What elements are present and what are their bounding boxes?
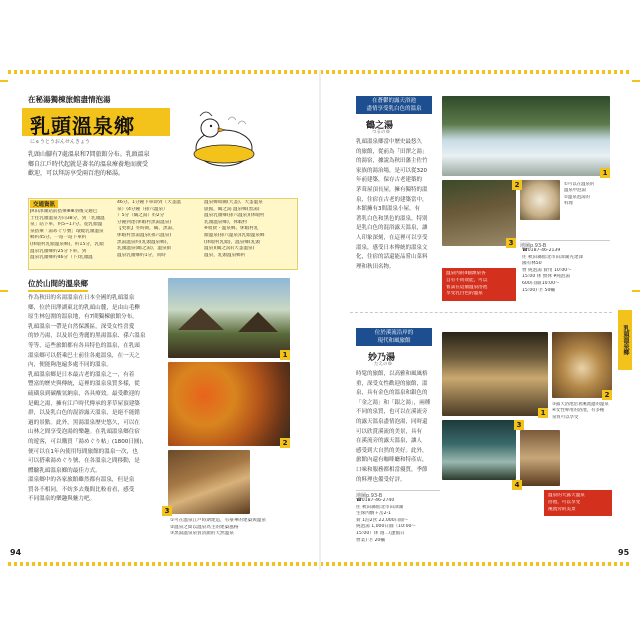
access-title: 交通資訊 [30, 200, 58, 208]
caption-line: ②溫泉泡湯的 [564, 194, 590, 200]
access-line: 溫泉乳頭鄉約25分下車，到 [30, 248, 87, 254]
section-divider [350, 312, 612, 313]
access-line: 頭溫泉(孫六溫泉)(乳頭溫泉鄉 [204, 232, 265, 238]
body-line: 茅葺屋頂長屋，擁有獨特的溫 [356, 186, 428, 193]
section-title: 位於山間的溫泉鄉 [28, 278, 88, 292]
taenoyu-red-note [544, 490, 612, 516]
photo-number-2: 2 [280, 438, 290, 448]
info-line: 15:00 休 無休 ¥純泡湯 [522, 274, 571, 280]
info-line: ☎0187-46-2740 [356, 498, 395, 503]
access-col-3 [204, 200, 296, 259]
photo-taenoyu-meal [552, 332, 612, 398]
body-line: 重，深受女性歡迎的旅館，溫 [356, 380, 428, 387]
tsurunoyu-info [522, 248, 614, 294]
duck-illustration [188, 106, 260, 174]
body-line: 是鶴之湯，擁有江戶時代傳承的茅草屋頂建築 [28, 400, 140, 407]
access-line: 溫泉乳頭鄉約1分，同時 [117, 252, 166, 258]
photo-number-4: 4 [512, 480, 522, 490]
photo-thatched-houses [168, 278, 290, 358]
caption-line: ②溫泉之間以溫泉為主的建築風格 [170, 524, 239, 530]
intro-text [28, 150, 190, 179]
access-line: 鄉約45分。一站一站下車約 [30, 235, 87, 241]
body-line: 不同溫泉的樂趣與魅力吧。 [28, 496, 96, 503]
body-line: 原生林包圍的溫泉地，有7間獨棟旅館分布。 [28, 314, 138, 321]
access-line: 士往乳頭溫泉方向38分，到「乳頭溫 [30, 215, 105, 221]
note-line: 浴池，可以享受 [548, 499, 581, 505]
body-line: 的遊客，可以購買「湯めぐり帖」(1800日圓)， [28, 438, 148, 445]
tsurunoyu-reading: つるのゆ [372, 130, 390, 135]
info-line: ☎0187-46-2139 [522, 248, 561, 253]
body-line: 在溪流旁的露天溫泉，讓人 [356, 438, 423, 445]
magazine-spread [0, 70, 640, 570]
kicker: 在秘湯獨棟旅館盡情泡湯 [28, 95, 111, 104]
access-line: 乳頭溫泉鄉)，休暇村 [204, 219, 248, 225]
photo-number-3: 3 [506, 238, 516, 248]
body-line: 乳頭溫泉一帶是自然保護區，深受女性喜愛 [28, 323, 135, 330]
caption-line: 料理 [564, 201, 573, 207]
page-number-right: 95 [618, 548, 630, 557]
photo-number-2: 2 [512, 180, 522, 190]
caption-line: ④女性專用的浴池，有多種 [552, 408, 605, 414]
left-margin-mark [0, 80, 8, 82]
body-line: 溫泉，感受日本傳統的溫泉文 [356, 244, 428, 251]
page-title: 乳頭溫泉鄉 [30, 114, 135, 138]
photo-tsurunoyu-buildings [442, 180, 516, 246]
body-line: 旅館內還有咖啡廳和特產店， [356, 457, 428, 464]
right-margin-mark [632, 80, 640, 82]
body-line: 年前建築，保存古老建築的 [356, 177, 423, 184]
left-captions [170, 518, 310, 538]
page-number-left: 94 [10, 548, 22, 557]
body-line: 可以欣賞溪流的美景，具有 [356, 428, 423, 435]
note-line: 溪流旁的美景 [548, 506, 576, 512]
photo-number-1: 1 [600, 168, 610, 178]
body-line: 山林之間享受泡湯的樂趣。在乳頭溫泉鄉住宿 [28, 429, 140, 436]
info-line: 15:00) Ⓟ 50輛 [522, 287, 555, 293]
caption-line: ③黑湯溫泉泉質清澈的天然溫泉 [170, 531, 234, 537]
intro-line: 乳頭山腳有7處溫泉和7間旅館分布。乳頭溫泉 [28, 151, 150, 158]
body-line: 的湯宿，據說為秋田藩主佐竹 [356, 158, 428, 165]
body-line: 便可以在1年內使用每間旅館的溫泉一次，也 [28, 448, 138, 455]
info-line: 費 1泊2食 22,000日圓～ [356, 517, 409, 523]
info-line: 營業) Ⓟ 20輛 [356, 537, 385, 543]
info-line: 生保內駒ヶ岳2-1 [356, 511, 392, 517]
tsurunoyu-header-box [356, 96, 432, 114]
access-line: 溫泉乳頭鄉(孫六溫泉)(休暇村 [204, 213, 265, 219]
access-line: JR田澤湖站前搭乘⊕⊕羽後交通巴 [30, 209, 98, 214]
body-line: 內，便能夠泡遍多處不同的溫泉。 [28, 362, 112, 369]
access-line: 泉搭乘「湯めぐり號」環繞乳頭溫泉 [30, 228, 104, 234]
access-line: 46分。1分鐘下車即到（大釜溫 [117, 200, 181, 205]
body-line: 人印象深刻，在這裡可以享受 [356, 234, 428, 241]
access-line: ※收費・溫泉鄉、休暇村乳 [204, 226, 259, 232]
body-line: 著乳白色和黑色的溫泉，特別 [356, 215, 428, 222]
roof-shape [178, 308, 224, 330]
body-line: 硫磺泉到碳酸氫鈉泉，各具療效。最受歡迎的 [28, 390, 140, 397]
body-line: 溫泉鄉可以搭乘巴士前往各處溫泉，在一天之 [28, 352, 140, 359]
access-line: ）5分（鶴之湯）約2分 [117, 213, 165, 219]
body-line: 豐富的歷史與傳統，這裡的溫泉泉質多樣，從 [28, 381, 140, 388]
access-line: 黑湯溫泉約(乳頭溫泉鄉)， [117, 239, 172, 245]
caption-line: 溫泉中泡湯 [564, 188, 586, 194]
body-line: 的料理也備受好評。 [356, 476, 406, 483]
body-line: 乳頭溫泉鄉當中歷史最悠久 [356, 139, 423, 145]
photo-autumn-foliage [168, 362, 290, 446]
photo-number-3: 3 [162, 506, 172, 516]
tsurunoyu-red-note [442, 268, 516, 301]
taenoyu-reading: たえのゆ [374, 362, 392, 367]
section-body [28, 294, 162, 505]
access-line: 休暇村黑湯溫泉(孫六溫泉) [117, 232, 172, 238]
body-line: 乳頭溫泉鄉是日本最古老的溫泉之一，有着 [28, 371, 135, 378]
body-line: 的旅館，從前為「田澤之湯」 [356, 148, 428, 155]
body-line: 群，以及乳白色的混浴露天溫泉，是絕不能錯 [28, 410, 140, 417]
photo-number-1: 1 [538, 408, 548, 418]
body-line: 可以搭乘湯めぐり號，在各溫泉之間移動，是 [28, 458, 140, 465]
caption-line: ①可在溫泉江戶時期建造，有豪華的建築與溫泉 [170, 518, 266, 523]
photo-taenoyu-bath [442, 332, 548, 416]
body-line: 化，住宿的話還能品嘗山菜料 [356, 254, 428, 261]
access-line: 分鐘到達(休暇村黑湯溫泉) [117, 219, 172, 225]
body-line: 的妙乃湯，以及景色秀麗的黑湯溫泉、孫六溫泉 [28, 333, 146, 340]
intro-line: 鄉自江戶時代起就是著名的溫泉療養地而廣受 [28, 160, 149, 168]
access-line: (休暇村乳頭)，溫泉鄉(乳頭 [204, 239, 260, 245]
body-line: 體驗乳頭溫泉鄉的最佳方式。 [28, 467, 101, 474]
access-line: 溫泉)(鶴之湯)(大釜溫泉) [204, 246, 255, 252]
body-line: 是乳白色的混浴露天溫泉，讓 [356, 225, 428, 232]
access-line: 溫泉鄉如圖(大釜)、大釜溫泉 [204, 200, 263, 205]
access-line: 【更新】冬時期，鶴、黑湯、 [117, 226, 177, 232]
info-line: 營 純泡湯 費用 10:00～ [522, 267, 572, 273]
body-line: 本館擁有3間溫泉小屋，有 [356, 206, 421, 213]
map-ref-1: 地圖p.93-B [520, 240, 610, 249]
caption-line: ③露天浴池沿著溪流邊的溫泉 [552, 402, 609, 407]
right-margin-mark [632, 290, 640, 292]
body-line: 泉，住宿在古老的建築當中， [356, 196, 428, 203]
photo-taenoyu-river-bath [442, 420, 516, 480]
body-line: 溫泉鄉中的各家旅館雖然都有溫泉，但是泉 [28, 477, 135, 484]
note-line: 自有不同效能，可以 [446, 277, 488, 283]
body-line: 不同的泉質，也可以在溪流旁 [356, 409, 428, 416]
caption-line: ①可以在溫泉的 [564, 182, 595, 187]
body-line: 時髦的旅館，以高雅和風風格 [356, 371, 428, 377]
intro-line: 歡迎，可以拜訪享受兩百泡的秘湯。 [28, 170, 125, 177]
tsurunoyu-photo-captions [564, 182, 614, 208]
note-line: 溫泉內的4個源泉各 [446, 271, 486, 276]
body-line: 作為秋田的名湯溫泉在日本全國的乳頭溫泉 [28, 295, 135, 301]
taenoyu-photo-captions [552, 402, 614, 421]
title-reading: にゅうとうおんせんきょう [30, 139, 90, 145]
taenoyu-header-box [356, 328, 432, 346]
photo-number-3: 3 [514, 420, 524, 430]
body-line: 質各不相同，不妨多去幾間比較看看，感受 [28, 486, 135, 493]
photo-taenoyu-interior [520, 430, 560, 486]
info-line: 住 秋田縣仙北市田澤湖先達澤 [522, 254, 584, 260]
header-line: 盡情享受乳白色的溫泉 [366, 106, 422, 112]
body-line: 感受到大自然的美好。此外， [356, 447, 428, 454]
taenoyu-name: 妙乃湯 [368, 353, 396, 363]
left-margin-mark [0, 290, 8, 292]
note-line: 享受乳白色的溫泉 [446, 291, 483, 297]
access-col-1 [30, 209, 112, 262]
taenoyu-info [356, 498, 442, 544]
photo-indoor-bath [168, 450, 250, 514]
photo-number-1: 1 [280, 350, 290, 360]
body-line: 泉，具有金色的溫泉和銀色的 [356, 390, 428, 397]
roof-shape [238, 312, 278, 332]
body-line: 家族的湯治場，是可以從320 [356, 167, 427, 174]
access-line: 泉）(4分鐘（孫六溫泉） [117, 206, 168, 212]
access-line: 旅館，鶴之湯 溫泉鄉(黑湯) [204, 206, 260, 212]
caption-line: 泉質可以享受 [552, 414, 579, 420]
side-index-tab: 乳頭溫泉鄉 [618, 310, 632, 370]
info-line: 住 秋田縣仙北市田澤湖 [356, 504, 404, 510]
photo-tsurunoyu-outdoor-bath [442, 96, 610, 176]
photo-tsurunoyu-meal [520, 180, 560, 220]
access-line: 乳頭溫泉(鶴之湯)，溫泉街 [117, 246, 172, 252]
info-line: 純泡湯 1,000日圓（10:00～ [356, 524, 417, 530]
taenoyu-body [356, 370, 436, 485]
tsurunoyu-name: 鶴之湯 [366, 121, 394, 131]
body-line: 「金之湯」和「銀之湯」，兩種 [356, 399, 431, 406]
info-line: 600日圓(10:00～ [522, 280, 560, 286]
page-gutter [319, 70, 321, 570]
tsurunoyu-body [356, 138, 436, 272]
header-line: 現代和風旅館 [377, 338, 411, 344]
header-line: 在蒼鬱的露天浴池 [371, 98, 416, 104]
info-line: 國有林50 [522, 261, 542, 267]
map-ref-2: 地圖p.93-B [356, 490, 440, 499]
note-line: 嘗試在這個溫泉浴池 [446, 284, 488, 290]
access-line: 泉」站下車，約5~17分。從乳頭溫 [30, 222, 103, 228]
access-line: (休暇村乳頭溫泉鄉)，約15分，乳頭 [30, 241, 104, 247]
body-line: 理和秋田名物。 [356, 263, 395, 270]
access-line: 溫泉，乳頭溫泉鄉約 [204, 252, 246, 258]
info-line: 15:00）休 週二(逢假日 [356, 530, 405, 536]
body-line: 口味和服務都相當優質，季節 [356, 466, 428, 473]
body-line: 等等，這些旅館都有各具特色的溫泉，在乳頭 [28, 342, 140, 349]
note-line: 溫泉的大露天溫泉 [548, 493, 585, 498]
header-line: 位於溪流沿岸的 [374, 330, 414, 336]
access-col-2 [117, 200, 199, 259]
access-line: 溫泉乳頭鄉約46分（下)乳頭溫 [30, 255, 93, 261]
photo-number-2: 2 [602, 390, 612, 400]
body-line: 的露天溫泉盡情泡湯，同時還 [356, 418, 428, 425]
body-line: 過的景點。此外，黑湯溫泉歷史悠久，可以在 [28, 419, 140, 426]
body-line: 鄉，位於田澤湖東北的乳頭山麓，是由山毛櫸 [28, 304, 140, 311]
